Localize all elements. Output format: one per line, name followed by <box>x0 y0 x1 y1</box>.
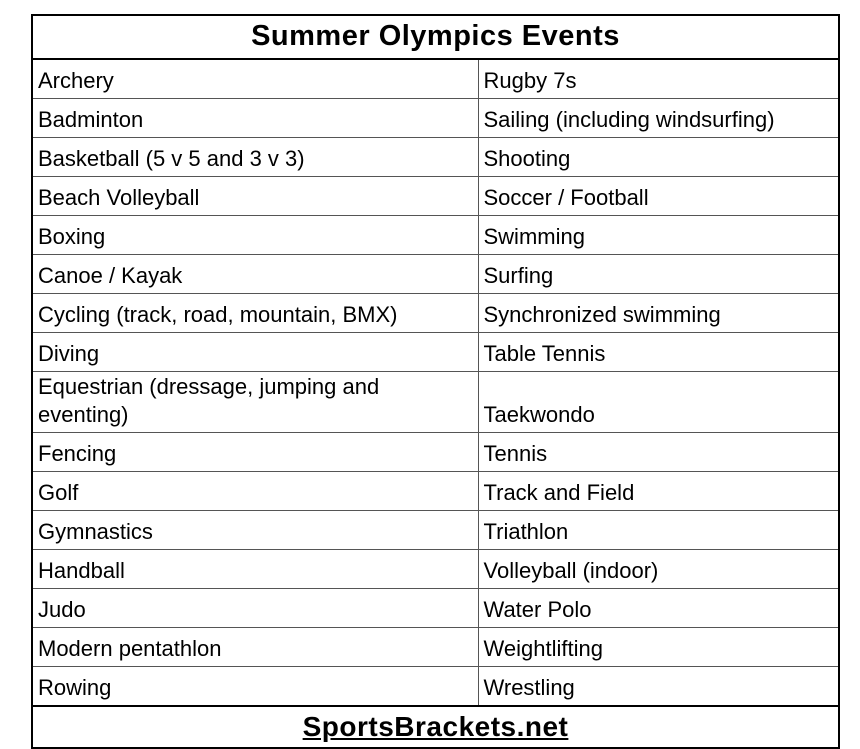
events-table <box>31 14 840 749</box>
table-row <box>32 511 839 550</box>
table-row <box>32 255 839 294</box>
event-cell-left: Archery <box>32 59 478 99</box>
table-row <box>32 216 839 255</box>
event-cell-left: Fencing <box>32 433 478 472</box>
event-cell-right: Soccer / Football <box>478 177 839 216</box>
table-row <box>32 138 839 177</box>
footer-row <box>32 706 839 748</box>
event-cell-right: Shooting <box>478 138 839 177</box>
table-row <box>32 59 839 99</box>
event-cell-right: Synchronized swimming <box>478 294 839 333</box>
event-cell-right: Sailing (including windsurfing) <box>478 99 839 138</box>
event-cell-right: Weightlifting <box>478 628 839 667</box>
event-cell-right: Water Polo <box>478 589 839 628</box>
table-row <box>32 472 839 511</box>
event-cell-left: Beach Volleyball <box>32 177 478 216</box>
event-cell-left: Badminton <box>32 99 478 138</box>
event-cell-left: Judo <box>32 589 478 628</box>
event-cell-right: Triathlon <box>478 511 839 550</box>
event-cell-right: Tennis <box>478 433 839 472</box>
table-row <box>32 372 839 433</box>
page-title: Summer Olympics Events <box>32 15 839 59</box>
footer-link[interactable]: SportsBrackets.net <box>302 711 569 742</box>
title-row <box>32 15 839 59</box>
event-cell-left: Modern pentathlon <box>32 628 478 667</box>
table-row <box>32 294 839 333</box>
event-cell-right: Taekwondo <box>478 372 839 433</box>
event-cell-left: Cycling (track, road, mountain, BMX) <box>32 294 478 333</box>
event-cell-right: Track and Field <box>478 472 839 511</box>
event-cell-left: Canoe / Kayak <box>32 255 478 294</box>
event-cell-left: Rowing <box>32 667 478 707</box>
table-row <box>32 628 839 667</box>
event-cell-right: Wrestling <box>478 667 839 707</box>
event-cell-left: Gymnastics <box>32 511 478 550</box>
table-row <box>32 667 839 707</box>
table-row <box>32 99 839 138</box>
table-row <box>32 550 839 589</box>
footer-cell <box>32 706 839 748</box>
table-row <box>32 589 839 628</box>
event-cell-right: Swimming <box>478 216 839 255</box>
table-row <box>32 333 839 372</box>
event-cell-right: Volleyball (indoor) <box>478 550 839 589</box>
event-cell-left: Golf <box>32 472 478 511</box>
event-cell-left: Basketball (5 v 5 and 3 v 3) <box>32 138 478 177</box>
event-cell-left: Handball <box>32 550 478 589</box>
event-cell-left: Boxing <box>32 216 478 255</box>
table-row <box>32 433 839 472</box>
event-cell-right: Surfing <box>478 255 839 294</box>
table-row <box>32 177 839 216</box>
event-cell-right: Rugby 7s <box>478 59 839 99</box>
event-cell-left: Equestrian (dressage, jumping and eventing) <box>32 372 478 433</box>
event-cell-right: Table Tennis <box>478 333 839 372</box>
event-cell-left: Diving <box>32 333 478 372</box>
